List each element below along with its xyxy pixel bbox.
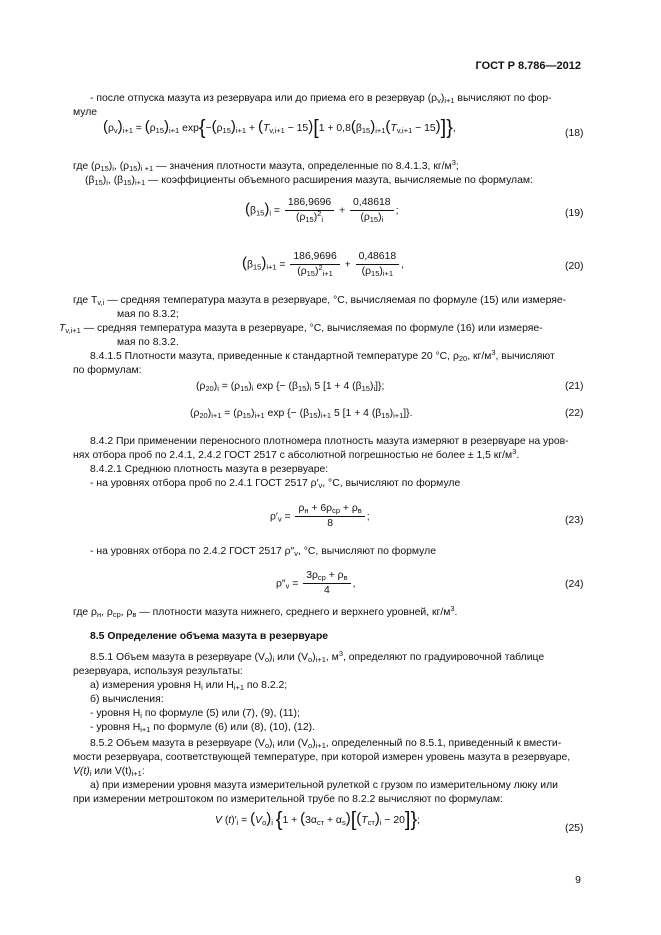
- paragraph-8-4-2-cont: нях отбора проб по 2.4.1, 2.4.2 ГОСТ 2517 с абсолютной погрешностью не более ± 1,5 $кг/м^3$.: [73, 447, 520, 461]
- page-number: 9: [575, 874, 581, 886]
- equation-23: $\rho'_v$ = $\frac{\rho_н + 6\rho_{ср} + \rho_в}{8}$ ;: [270, 503, 370, 529]
- where-temperature-i: где $T_{v,i}$ — средняя температура мазута в резервуаре, °С, вычисляемая по формуле (15) или измеряе-: [73, 295, 567, 307]
- list-item-level-i1: - уровня $H_{i+1}$ по формуле (6) или (8), (10), (12).: [90, 722, 315, 734]
- equation-number-21: (21): [565, 381, 584, 392]
- paragraph-8-4-2-1: 8.4.2.1 Среднюю плотность мазута в резервуаре:: [90, 464, 329, 475]
- paragraph-continuation: муле: [73, 107, 98, 118]
- equation-24: $\rho''_v$ = $\frac{3\rho_{ср} + \rho_в}{4}$ ,: [276, 570, 356, 596]
- list-item-b: б) вычисления:: [90, 694, 164, 705]
- where-temperature-i1-cont: мая по 8.3.2.: [117, 337, 179, 348]
- list-item-a: а) измерения уровня $H_i$ или $H_{i+1}$ по 8.2.2;: [90, 680, 288, 692]
- paragraph-after-release: - после отпуска мазута из резервуара или до приема его в резервуар $(\rho_v)_{i+1}$ вычисляют по фор-: [90, 93, 552, 105]
- where-levels: где $\rho_н$, $\rho_{ср}$, $\rho_в$ — плотности мазута нижнего, среднего и верхнего уровней, $кг/м^3$.: [73, 604, 458, 619]
- paragraph-8-5-2-a-cont: при измерении метроштоком по измерительной трубе по 8.2.2 вычисляют по формулам:: [73, 794, 503, 805]
- equation-18: $(\rho_v)_{i+1} = (\rho_{15})_{i+1}$ $\exp\{-(\rho_{15})_{i+1} + (T_{v,i+1} - 15)[1 + 0,8(\beta_{15})_{i+1}(T_{v,i+1} - 15)]\}$,: [103, 116, 456, 139]
- equation-21: $(\rho_{20})_i = (\rho_{15})_i$ exp {− $(\beta_{15})_i$ 5 [1 + 4 $(\beta_{15})_i$]};: [196, 381, 385, 393]
- section-title-8-5: 8.5 Определение объема мазута в резервуаре: [90, 631, 329, 642]
- document-header: ГОСТ Р 8.786—2012: [475, 60, 581, 72]
- equation-19: $(\beta_{15})_i$ = $\frac{186,9696}{(\rho_{15})^2_i}$ + $\frac{0,48618}{(\rho_{15})_i}$ ;: [245, 197, 399, 224]
- paragraph-8-4-1-5-cont: по формулам:: [73, 365, 142, 376]
- paragraph-8-5-2-cont2: $V(t)_i$ или $V(t)_{i+1}$:: [73, 766, 145, 778]
- paragraph-8-4-2: 8.4.2 При применении переносного плотномера плотность мазута измеряют в резервуаре на уров-: [90, 436, 569, 447]
- paragraph-8-4-2-1-levels-242: - на уровнях отбора по 2.4.2 ГОСТ 2517 $\rho''_v$, °С, вычисляют по формуле: [90, 546, 436, 558]
- paragraph-8-5-2: 8.5.2 Объем мазута в резервуаре $(V_о)_i$ или $(V_о)_{i+1}$, определенный по 8.5.1, приведенный к вмести-: [90, 738, 562, 750]
- where-temperature-i-cont: мая по 8.3.2;: [117, 309, 179, 320]
- list-item-level-i: - уровня $H_i$ по формуле (5) или (7), (9), (11);: [90, 708, 300, 720]
- equation-number-22: (22): [565, 408, 584, 419]
- paragraph-8-5-2-cont: мости резервуара, соответствующей температуре, при которой измерен уровень мазута в резервуаре,: [73, 752, 571, 763]
- paragraph-8-5-1-cont: резервуара, используя результаты:: [73, 666, 243, 677]
- paragraph-8-4-1-5: 8.4.1.5 Плотности мазута, приведенные к стандартной температуре 20 °С, $\rho_{20}$, $кг/м^3$, вычисляют: [90, 348, 555, 363]
- equation-number-19: (19): [565, 208, 584, 219]
- equation-number-20: (20): [565, 261, 584, 272]
- paragraph-8-5-2-a: а) при измерении уровня мазута измерительной рулеткой с грузом по измерительному люку или: [90, 780, 558, 791]
- where-densities: где $(\rho_{15})_i$, $(\rho_{15})_{i +1}$ — значения плотности мазута, определенные по 8.4.1.3, $кг/м^3$;: [73, 158, 459, 173]
- equation-25: V $(t)'_i = (V_о)_i$ $\{1 + (3\alpha_{ст} + \alpha_s)[(T_{ст})_i - 20]\}$;: [215, 808, 421, 831]
- paragraph-8-5-1: 8.5.1 Объем мазута в резервуаре $(V_о)_i$ или $(V_о)_{i+1}$, $м^3$, определяют по градуировочной таблице: [90, 649, 545, 664]
- where-coefficients: $(\beta_{15})_i$, $(\beta_{15})_{i+1}$ — коэффициенты объемного расширения мазута, вычисляемые по формулам:: [85, 175, 533, 187]
- equation-22: $(\rho_{20})_{i+1} = (\rho_{15})_{i+1}$ exp {− $(\beta_{15})_{i+1}$ 5 [1 + 4 $(\beta_{15})_{i+1}$]}.: [190, 408, 413, 420]
- paragraph-8-4-2-1-levels-241: - на уровнях отбора проб по 2.4.1 ГОСТ 2517 $\rho'_v$, °С, вычисляют по формуле: [90, 478, 461, 490]
- equation-20: $(\beta_{15})_{i+1}$ = $\frac{186,9696}{(\rho_{15})^2_{i+1}}$ + $\frac{0,48618}{(\rho_{15})_{i+1}}$ ,: [242, 251, 405, 278]
- equation-number-24: (24): [565, 579, 584, 590]
- equation-number-25: (25): [565, 823, 584, 834]
- where-temperature-i1: $T_{v,i+1}$ — средняя температура мазута в резервуаре, °С, вычисляемая по формуле (16) или измеряе-: [59, 323, 543, 335]
- equation-number-23: (23): [565, 515, 584, 526]
- equation-number-18: (18): [565, 128, 584, 139]
